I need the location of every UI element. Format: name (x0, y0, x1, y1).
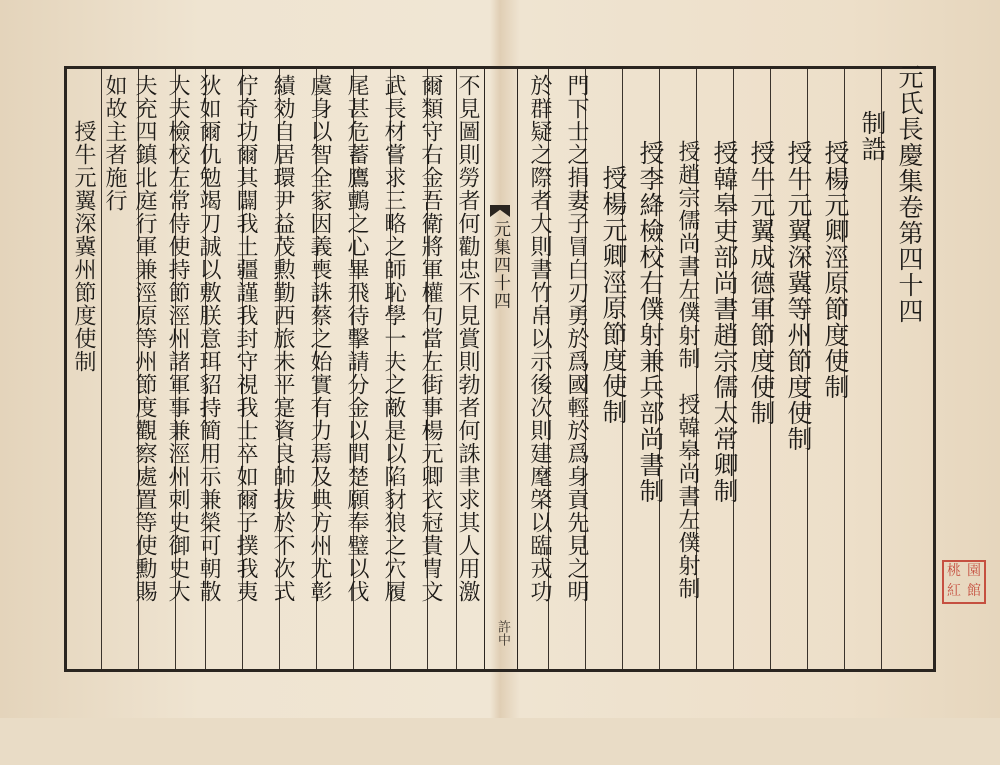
toc-item: 授趙宗儒尚書左僕射制 授韓皋尚書左僕射制 (675, 140, 700, 600)
fold-footer: 許中 (495, 620, 510, 646)
entry-title: 授楊元卿涇原節度使制 (599, 165, 628, 425)
seal-char: 桃 (947, 563, 961, 579)
body-column: 大夫檢校左常侍使持節涇州諸軍事兼涇州刺史御史大 (165, 74, 190, 603)
body-column: 尾甚危蓄鷹鸇之心畢飛待擊請分金以間楚願奉璧以伐 (344, 74, 369, 603)
body-column: 不見圖則勞者何勸忠不見賞則勃者何誅聿求其人用激 (455, 74, 480, 603)
toc-item: 授牛元翼成德軍節度使制 (747, 140, 776, 426)
body-column: 如故主者施行 (102, 74, 127, 212)
seal-char: 園 (967, 563, 981, 579)
volume-title: 元氏長慶集卷第四十四 (895, 64, 924, 324)
body-column: 門下士之捐妻子冒白刃勇於爲國輕於爲身貢先見之明 (564, 74, 589, 603)
toc-item: 授韓皋吏部尚書趙宗儒太常卿制 (710, 140, 739, 504)
entry-title: 授牛元翼深冀州節度使制 (71, 120, 96, 373)
body-column: 於群疑之際者大則書竹帛以示後次則建麾棨以臨戎功 (527, 74, 552, 603)
seal-char: 館 (967, 583, 981, 599)
body-column: 佇奇功爾其闢我土疆謹我封守視我士卒如爾子撲我夷 (233, 74, 258, 603)
body-column: 武長材嘗求三略之師恥學一夫之敵是以陷豺狼之穴履 (381, 74, 406, 603)
body-column: 虞身以智全家因義喪誅蔡之始實有力焉及典方州尤彰 (307, 74, 332, 603)
body-column: 狄如爾仇勉竭刀誠以敷朕意珥貂持簡用示兼榮可朝散 (196, 74, 221, 603)
toc-item: 授楊元卿涇原節度使制 (821, 140, 850, 400)
body-column: 夫充四鎮北庭行軍兼涇原等州節度觀察處置等使勳賜 (132, 74, 157, 603)
body-column: 績効自居環尹益茂勲勤西旅未平寔資良帥拔於不次式 (270, 74, 295, 603)
body-column: 爾類守右金吾衛將軍權句當左街事楊元卿衣冠貴冑文 (418, 74, 443, 603)
section-heading: 制誥 (858, 110, 887, 162)
fold-title: 元集四十四 (490, 220, 510, 310)
toc-item: 授牛元翼深冀等州節度使制 (784, 140, 813, 452)
fold-strip (484, 69, 518, 669)
collector-seal (942, 560, 986, 604)
seal-char: 紅 (947, 583, 961, 599)
toc-item: 授李絳檢校右僕射兼兵部尚書制 (636, 140, 665, 504)
